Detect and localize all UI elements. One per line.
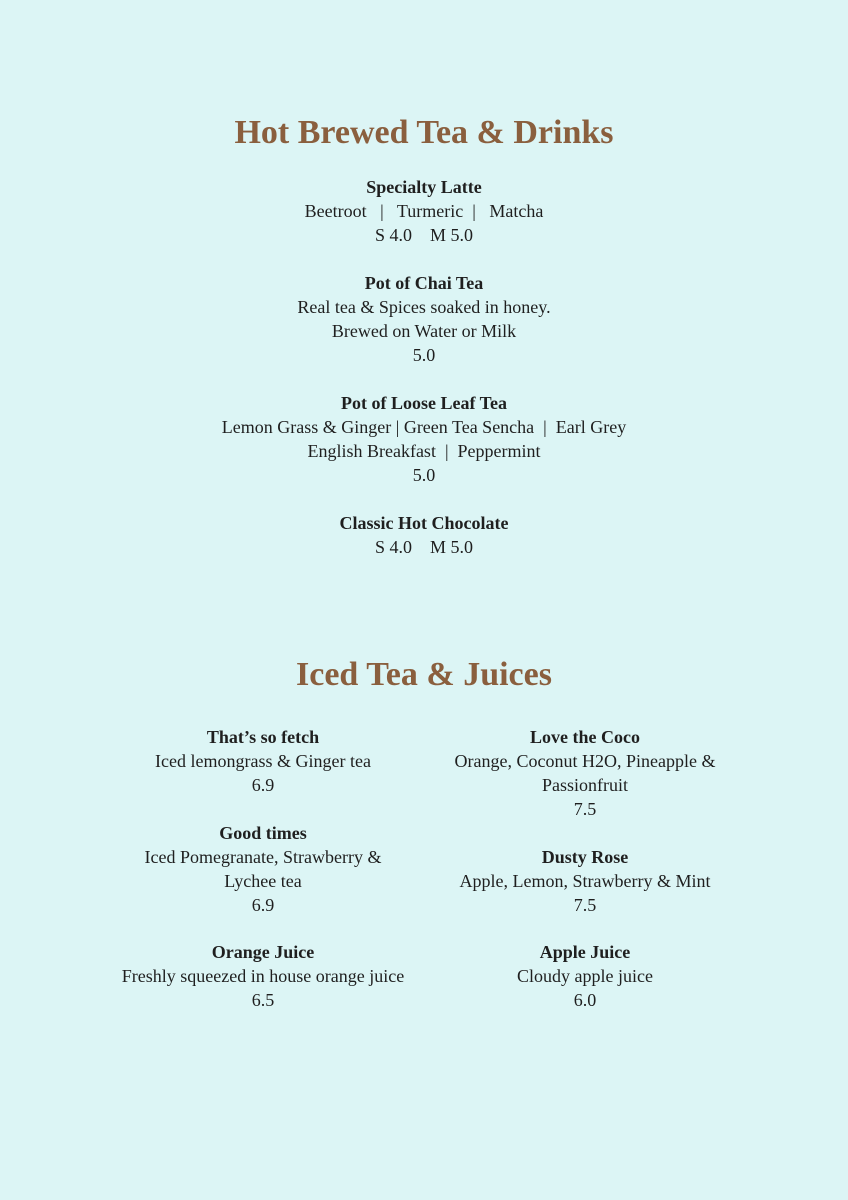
- item-name: That’s so fetch: [206, 727, 320, 747]
- menu-item-chai-tea: [0, 271, 848, 367]
- item-price: 5.0: [412, 345, 436, 365]
- item-price: 7.5: [573, 799, 597, 819]
- menu-item-thats-so-fetch: [103, 725, 423, 797]
- item-name: Good times: [219, 823, 307, 843]
- item-price: 6.9: [251, 775, 275, 795]
- item-price: 6.5: [251, 990, 275, 1010]
- hot-drinks-title: Hot Brewed Tea & Drinks: [234, 114, 614, 151]
- item-description: Lychee tea: [224, 871, 302, 891]
- item-description: Iced lemongrass & Ginger tea: [155, 751, 371, 771]
- item-price: 6.9: [251, 895, 275, 915]
- menu-item-good-times: [103, 821, 423, 917]
- item-name: Pot of Chai Tea: [364, 273, 484, 293]
- item-name: Orange Juice: [211, 942, 315, 962]
- iced-drinks-title: Iced Tea & Juices: [296, 656, 552, 693]
- item-description: Brewed on Water or Milk: [331, 321, 517, 341]
- item-description: Passionfruit: [541, 775, 628, 795]
- item-price: S 4.0 M 5.0: [374, 537, 473, 557]
- item-price: 7.5: [573, 895, 597, 915]
- item-name: Love the Coco: [530, 727, 640, 747]
- item-description: Beetroot | Turmeric | Matcha: [304, 201, 544, 221]
- item-description: Lemon Grass & Ginger | Green Tea Sencha | Earl Grey: [221, 417, 627, 437]
- item-name: Specialty Latte: [366, 177, 482, 197]
- menu-item-love-the-coco: [425, 725, 745, 821]
- item-name: Classic Hot Chocolate: [339, 513, 509, 533]
- item-description: Real tea & Spices soaked in honey.: [297, 297, 551, 317]
- menu-item-dusty-rose: [425, 845, 745, 917]
- item-name: Pot of Loose Leaf Tea: [341, 393, 507, 413]
- item-description: Orange, Coconut H2O, Pineapple &: [454, 751, 716, 771]
- menu-item-specialty-latte: [0, 175, 848, 247]
- item-name: Apple Juice: [539, 942, 631, 962]
- item-price: S 4.0 M 5.0: [374, 225, 473, 245]
- item-description: Freshly squeezed in house orange juice: [121, 966, 405, 986]
- item-description: Cloudy apple juice: [517, 966, 653, 986]
- hot-drinks-list: [0, 175, 848, 583]
- item-description: Iced Pomegranate, Strawberry &: [144, 847, 382, 867]
- menu-item-apple-juice: [425, 940, 745, 1012]
- item-description: English Breakfast | Peppermint: [307, 441, 541, 461]
- menu-item-orange-juice: [103, 940, 423, 1012]
- menu-item-loose-leaf-tea: [0, 391, 848, 487]
- item-price: 6.0: [573, 990, 597, 1010]
- item-description: Apple, Lemon, Strawberry & Mint: [459, 871, 711, 891]
- item-name: Dusty Rose: [541, 847, 629, 867]
- menu-item-hot-chocolate: [0, 511, 848, 559]
- item-price: 5.0: [412, 465, 436, 485]
